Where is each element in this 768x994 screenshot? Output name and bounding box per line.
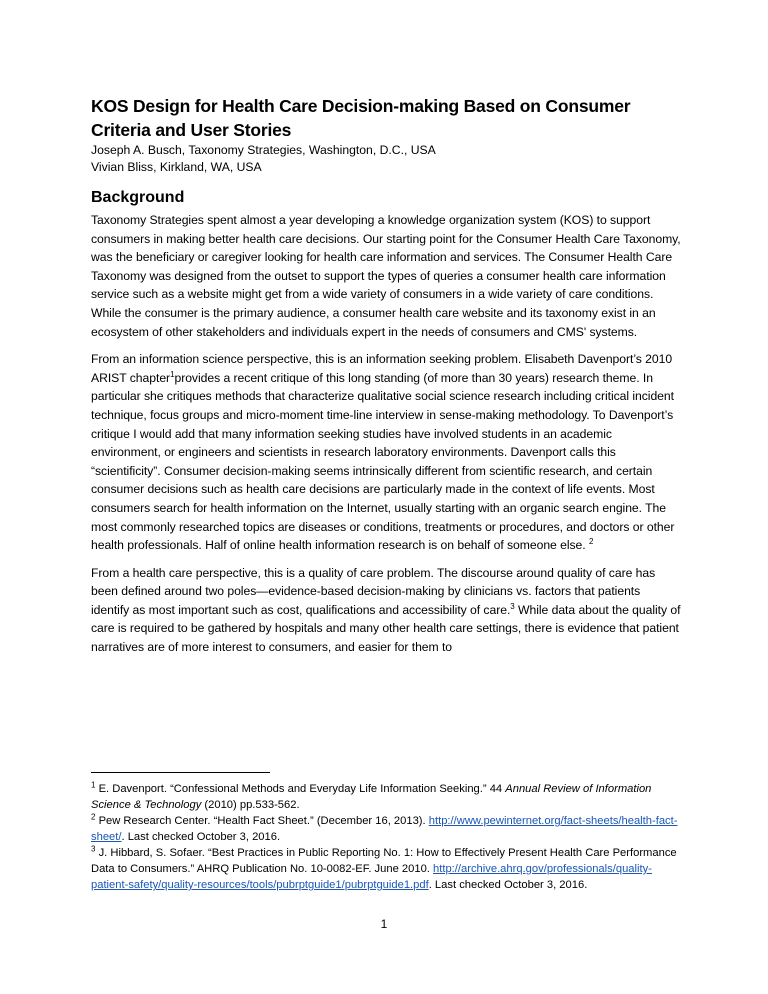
journal-title: Annual Review of Information Science & Technology <box>91 783 652 811</box>
main-content <box>91 94 681 666</box>
footnote <box>91 845 681 893</box>
footnote-text: E. Davenport. “Confessional Methods and Everyday Life Information Seeking.” 44 <box>98 783 503 795</box>
footnote-number: 1 <box>91 780 96 790</box>
paragraph-text: provides a recent critique of this long standing (of more than 30 years) research theme. In particular she critiques methods that characterize qualitative social science research including critical incident technique, focus groups and micro-moment time-line interview in sense-making methodology. To Davenport’s critique I would add that many information seeking studies have involved students in an academic environment, or engineers and scientists in research laboratory environments. Davenport calls this “scientificity”. Consumer decision-making seems intrinsically different from scientific research, and certain consumer decisions such as health care decisions are particularly made in the context of life events. Most consumers search for health information on the Internet, usually starting with an organic search engine. The most commonly researched topics are diseases or conditions, treatments or procedures, and doctors or other health professionals. Half of online health information research is on behalf of someone else. <box>91 370 675 553</box>
footnote <box>91 813 681 845</box>
author-line: Joseph A. Busch, Taxonomy Strategies, Washington, D.C., USA <box>91 143 436 157</box>
footnote-text: Pew Research Center. “Health Fact Sheet.” (December 16, 2013). <box>98 815 426 827</box>
footnote-text: (2010) pp.533-562. <box>204 799 300 811</box>
footnote-text: . Last checked October 3, 2016. <box>121 831 281 843</box>
page-number: 1 <box>380 917 388 931</box>
footnote-number: 2 <box>91 812 96 822</box>
paragraph-text: From a health care perspective, this is a quality of care problem. The discourse around quality of care has been defined around two poles—evidence-based decision-making by clinicians vs. factors that patients identify as most important such as cost, qualifications and accessibility of care. <box>91 565 656 617</box>
paragraph-text: While data about the quality of care is required to be gathered by hospitals and many other health care settings, there is evidence that patient narratives are of more interest to consumers, and easier for them to <box>91 602 681 655</box>
author-list <box>91 142 681 176</box>
section-heading: Background <box>91 189 185 206</box>
author-line: Vivian Bliss, Kirkland, WA, USA <box>91 160 262 174</box>
footnote <box>91 781 681 813</box>
footnote-link[interactable]: http://www.pewinternet.org/fact-sheets/health-fact-sheet/ <box>91 815 678 843</box>
paragraph <box>91 350 681 555</box>
footnote-text: . Last checked October 3, 2016. <box>428 879 588 891</box>
footnote-text: J. Hibbard, S. Sofaer. “Best Practices in Public Reporting No. 1: How to Effectively Present Health Care Performance Data to Consumers.” AHRQ Publication No. 10-0082-EF. June 2010. <box>91 847 677 875</box>
footnote-ref[interactable]: 1 <box>170 369 175 379</box>
paragraph <box>91 564 681 657</box>
footnote-divider <box>91 772 270 773</box>
footnotes-section <box>91 772 681 893</box>
footnote-number: 3 <box>91 844 96 854</box>
paragraph: Taxonomy Strategies spent almost a year developing a knowledge organization system (KOS) to support consumers in making better health care decisions. Our starting point for the Consumer Health Care Taxonomy, was the beneficiary or caregiver looking for health care information and services. The Consumer Health Care Taxonomy was designed from the outset to support the types of queries a consumer health care information service such as a website might get from a wide variety of consumers in a wide variety of care conditions. While the consumer is the primary audience, a consumer health care website and its taxonomy exist in an ecosystem of other stakeholders and individuals expert in the needs of consumers and CMS' systems. <box>91 213 681 339</box>
footnote-ref[interactable]: 2 <box>588 537 594 547</box>
paragraph-text: From an information science perspective, this is an information seeking problem. Elisabeth Davenport’s 2010 ARIST chapter <box>91 352 673 385</box>
document-title: KOS Design for Health Care Decision-making Based on Consumer Criteria and User Stories <box>91 96 631 140</box>
footnote-ref[interactable]: 3 <box>510 601 515 611</box>
footnote-link[interactable]: http://archive.ahrq.gov/professionals/quality-patient-safety/quality-resources/tools/pubrptguide1/pubrptguide1.pdf <box>91 863 652 891</box>
